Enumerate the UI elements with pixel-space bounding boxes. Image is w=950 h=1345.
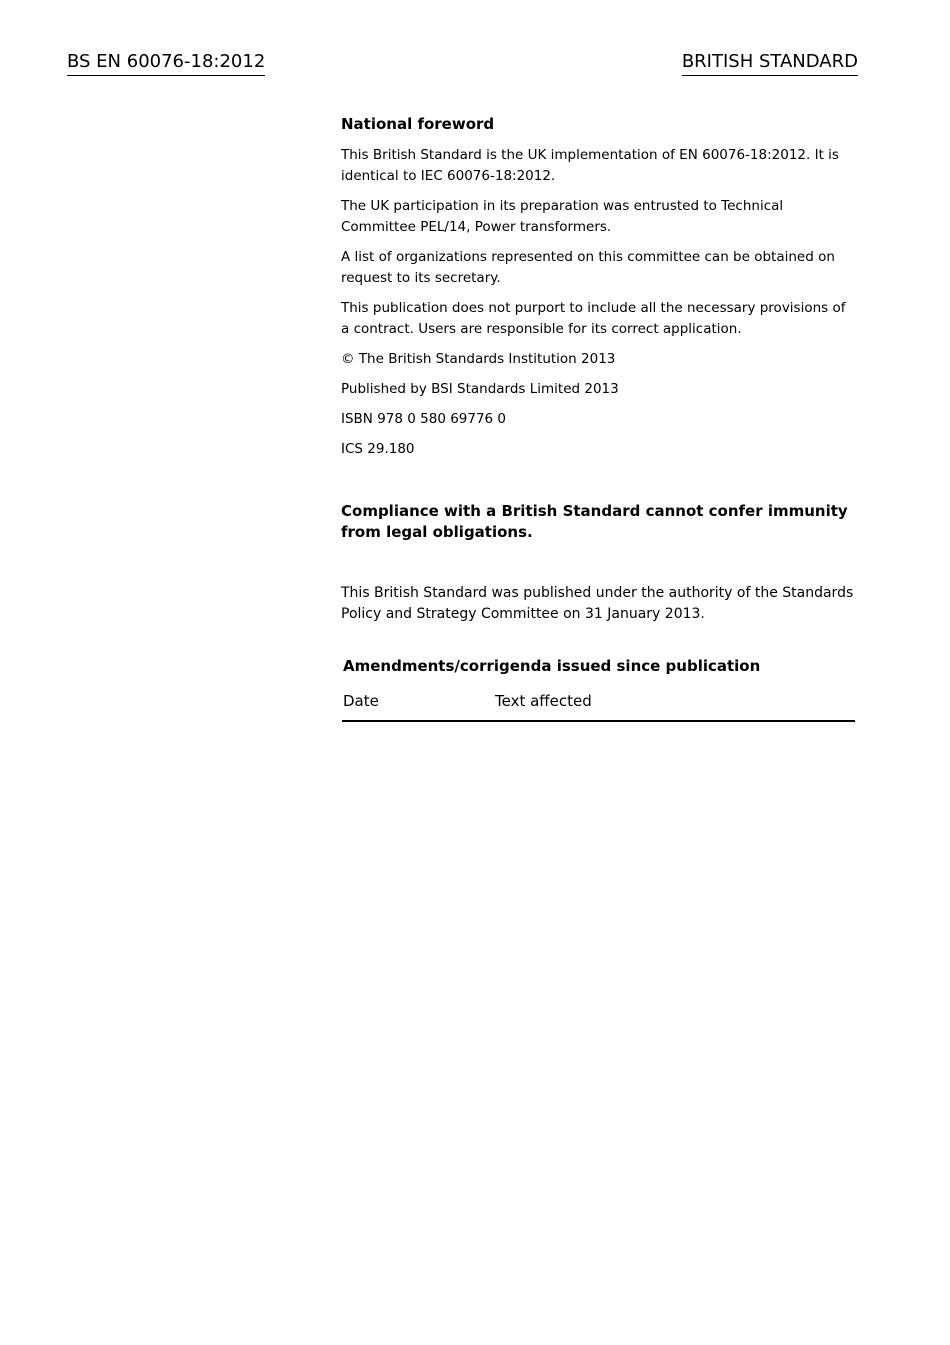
amendments-table: [342, 656, 855, 722]
foreword-paragraph-organizations: A list of organizations represented on this committee can be obtained on request to its secretary.: [341, 249, 835, 286]
section-title: National foreword: [341, 115, 495, 133]
document-number: BS EN 60076-18:2012: [67, 50, 265, 76]
ics-line: ICS 29.180: [341, 441, 415, 457]
foreword-paragraph-implementation: This British Standard is the UK implementation of EN 60076-18:2012. It is identical to IEC 60076-18:2012.: [341, 147, 839, 184]
compliance-statement: Compliance with a British Standard cannot confer immunity from legal obligations.: [341, 502, 848, 541]
foreword-paragraph-provisions: This publication does not purport to include all the necessary provisions of a contract. Users are responsible for its correct application.: [341, 300, 846, 337]
column-header-text-affected: Text affected: [495, 692, 592, 710]
column-header-date: Date: [343, 692, 379, 710]
amendments-title: Amendments/corrigenda issued since publication: [343, 657, 761, 675]
amendments-header-row: [342, 691, 855, 722]
copyright-line: © The British Standards Institution 2013: [341, 351, 616, 367]
national-foreword-section: [341, 114, 857, 625]
isbn-line: ISBN 978 0 580 69776 0: [341, 411, 507, 427]
publisher-line: Published by BSI Standards Limited 2013: [341, 381, 619, 397]
standard-type-label: BRITISH STANDARD: [682, 50, 858, 76]
foreword-paragraph-committee: The UK participation in its preparation was entrusted to Technical Committee PEL/14, Power transformers.: [341, 198, 784, 235]
authority-statement: This British Standard was published under the authority of the Standards Policy and Strategy Committee on 31 January 2013.: [341, 585, 854, 622]
